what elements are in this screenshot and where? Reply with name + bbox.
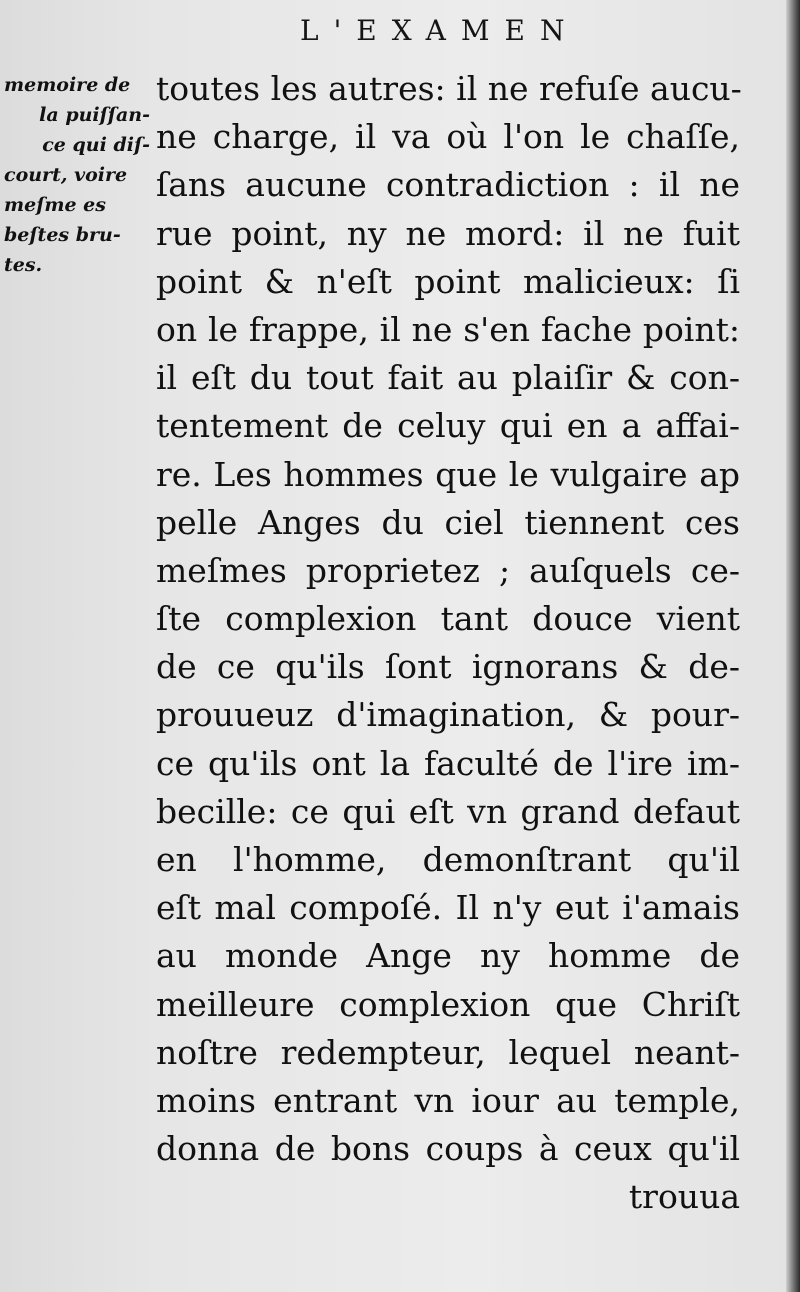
catchword: trouua (628, 1177, 740, 1217)
text-line: de ce qu'ils ſont ignorans & de- (156, 647, 740, 687)
text-line: re. Les hommes que le vulgaire ap (156, 454, 740, 494)
text-line: ſans aucune contradiction : il ne (156, 165, 740, 205)
text-line: ſte complexion tant douce vient (156, 599, 740, 639)
margin-note-line: beſtes bru- (4, 224, 121, 246)
text-line: meilleure complexion que Chriſt (156, 984, 740, 1024)
text-line: il eſt du tout fait au plaiſir & con- (156, 358, 740, 398)
text-line: tentement de celuy qui en a affai- (156, 406, 740, 446)
text-line: becille: ce qui eſt vn grand defaut (156, 791, 740, 831)
margin-note-line: la puiſſan- (39, 104, 150, 126)
running-head: L'EXAMEN (300, 14, 580, 47)
margin-note-line: memoire de (4, 74, 131, 96)
text-line: noſtre redempteur, lequel neant- (156, 1032, 740, 1072)
margin-note-line: tes. (4, 254, 43, 276)
margin-note-line: court, voire (4, 164, 128, 186)
text-line: on le frappe, il ne s'en fache point: (156, 309, 740, 349)
text-line: au monde Ange ny homme de (156, 936, 740, 976)
text-line: ce qu'ils ont la faculté de l'ire im- (156, 743, 740, 783)
text-line: moins entrant vn iour au temple, (156, 1080, 740, 1120)
page-edge-shadow (786, 0, 800, 1292)
text-line: donna de bons coups à ceux qu'il (156, 1129, 740, 1169)
text-line: rue point, ny ne mord: il ne fuit (156, 213, 740, 253)
body-text (156, 65, 740, 1222)
margin-note-line: ce qui diſ- (42, 134, 150, 156)
text-line: meſmes proprietez ; auſquels ce- (156, 550, 740, 590)
text-line: toutes les autres: il ne refuſe aucu- (156, 69, 742, 108)
text-line: point & n'eſt point malicieux: ſi (156, 261, 740, 301)
margin-note (4, 70, 154, 280)
text-line: ne charge, il va où l'on le chaſſe, (156, 117, 740, 157)
text-line: prouueuz d'imagination, & pour- (156, 695, 740, 735)
text-line: pelle Anges du ciel tiennent ces (156, 502, 740, 542)
text-line: en l'homme, demonſtrant qu'il (156, 840, 740, 879)
text-line: eſt mal compoſé. Il n'y eut i'amais (156, 888, 740, 928)
margin-note-line: meſme es (4, 194, 106, 216)
